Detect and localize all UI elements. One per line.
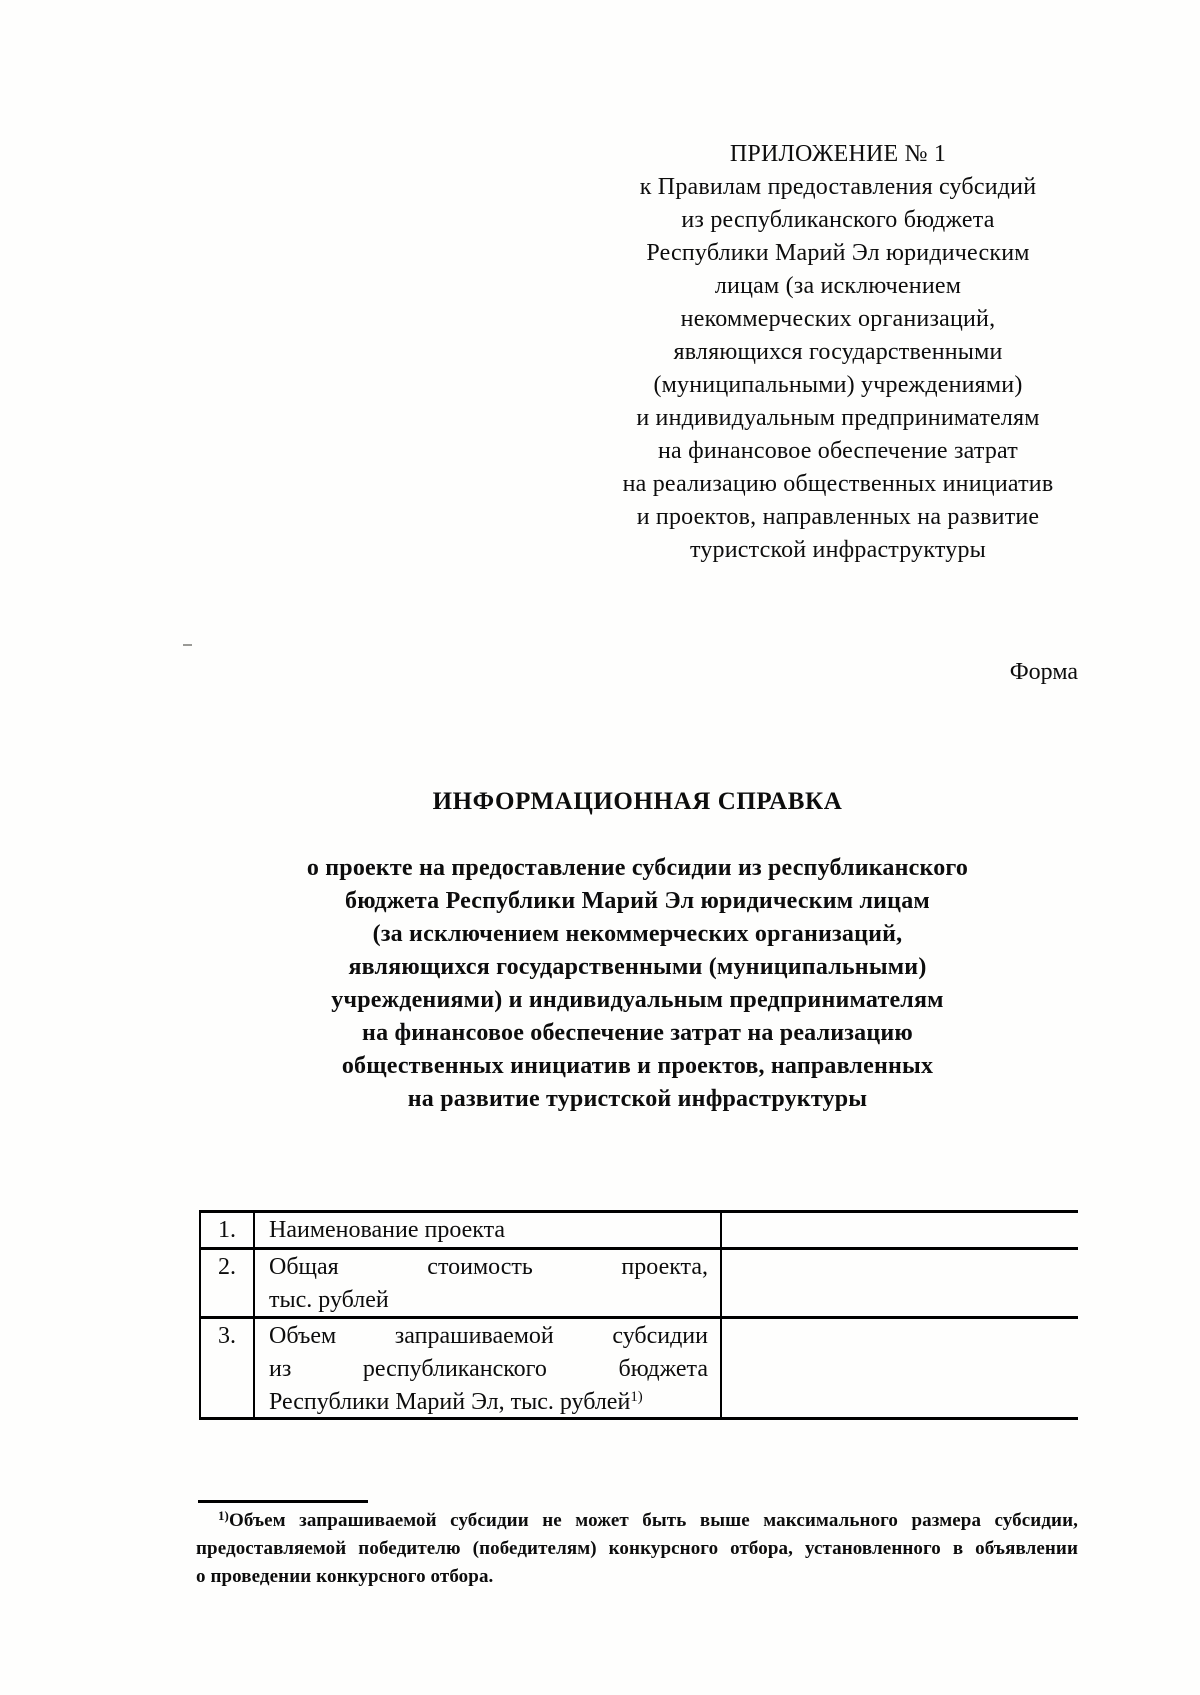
footnote-text: Объем запрашиваемой субсидии не может быть выше максимального размера субсидии,: [228, 1510, 1078, 1531]
row-label-text: Республики Марий Эл, тыс. рублей: [269, 1389, 631, 1415]
footnote-reference-mark: 1): [218, 1508, 229, 1523]
row-value-cell: [722, 1213, 1078, 1247]
row-label-line: из республиканского бюджета: [269, 1356, 708, 1382]
text-line: бюджета Республики Марий Эл юридическим лицам: [345, 888, 930, 914]
row-value-cell: [722, 1250, 1078, 1316]
text-line: (за исключением некоммерческих организаций,: [372, 921, 903, 947]
text-line: Республики Марий Эл юридическим: [646, 240, 1030, 266]
row-label: [255, 1213, 722, 1247]
table-row: [201, 1319, 1078, 1417]
row-label-line: Объем запрашиваемой субсидии: [269, 1323, 708, 1349]
text-line: общественных инициатив и проектов, направленных: [341, 1053, 934, 1079]
document-subtitle: [197, 852, 1078, 1116]
row-number: 3.: [201, 1319, 255, 1417]
text-line: некоммерческих организаций,: [680, 306, 996, 332]
text-line: на развитие туристской инфраструктуры: [407, 1086, 868, 1112]
text-line: учреждениями) и индивидуальным предпринимателям: [331, 987, 944, 1013]
text-line: являющихся государственными (муниципальными): [348, 954, 927, 980]
text-line: туристской инфраструктуры: [689, 537, 987, 563]
text-line: и индивидуальным предпринимателям: [636, 405, 1040, 431]
footnote-reference-mark: 1): [630, 1389, 643, 1405]
text-line: (муниципальными) учреждениями): [653, 372, 1023, 398]
text-line: о проекте на предоставление субсидии из республиканского: [306, 855, 969, 881]
page-title: ИНФОРМАЦИОННАЯ СПРАВКА: [432, 788, 843, 815]
table-row: [201, 1213, 1078, 1250]
text-line: ПРИЛОЖЕНИЕ № 1: [729, 141, 947, 167]
footnote-divider: [198, 1500, 368, 1503]
row-value-cell: [722, 1319, 1078, 1417]
footnote: [196, 1507, 1078, 1591]
text-line: и проектов, направленных на развитие: [636, 504, 1040, 530]
text-line: лицам (за исключением: [714, 273, 962, 299]
text-line: на финансовое обеспечение затрат: [658, 438, 1018, 464]
text-line: к Правилам предоставления субсидий: [639, 174, 1037, 200]
form-label: Форма: [1009, 659, 1078, 685]
row-label: [255, 1250, 722, 1316]
row-label-line: тыс. рублей: [269, 1287, 389, 1313]
footnote-line: [196, 1507, 1078, 1535]
project-info-table: [199, 1210, 1078, 1420]
text-line: из республиканского бюджета: [681, 207, 995, 233]
footnote-line: о проведении конкурсного отбора.: [196, 1566, 494, 1587]
text-line: на реализацию общественных инициатив: [622, 471, 1054, 497]
table-row: [201, 1250, 1078, 1319]
row-label-line: Наименование проекта: [269, 1217, 506, 1243]
row-label-line: [269, 1386, 708, 1419]
row-label: [255, 1319, 722, 1417]
text-line: являющихся государственными: [673, 339, 1003, 365]
row-label-line: Общая стоимость проекта,: [269, 1254, 708, 1280]
row-number: 1.: [201, 1213, 255, 1247]
scan-artifact: [183, 644, 192, 646]
footnote-line: предоставляемой победителю (победителям) конкурсного отбора, установленного в объявлении: [196, 1538, 1078, 1559]
text-line: на финансовое обеспечение затрат на реализацию: [362, 1020, 913, 1046]
appendix-header: [598, 138, 1078, 567]
row-number: 2.: [201, 1250, 255, 1316]
